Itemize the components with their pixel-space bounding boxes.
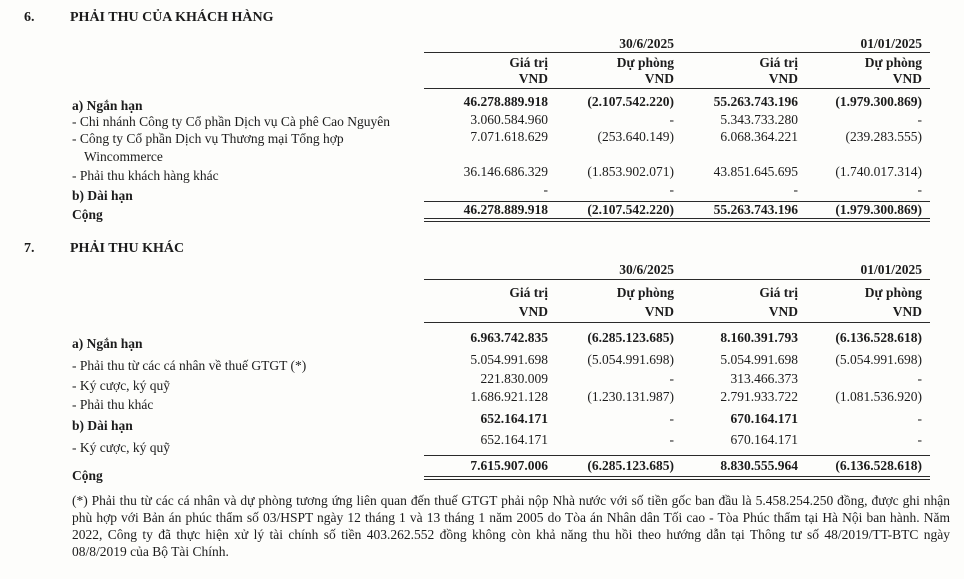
value-cell: 1.686.921.128 [470,389,548,404]
row-label: b) Dài hạn [72,188,133,203]
provision-cell: (6.285.123.685) [587,458,674,473]
row-label: - Công ty Cổ phần Dịch vụ Thương mại Tổng hợp [72,131,344,146]
value-cell: 5.343.733.280 [720,112,798,127]
total-double-rule [424,476,930,480]
row-label: b) Dài hạn [72,418,133,433]
row-label: - Phải thu khách hàng khác [72,168,219,183]
value-cell: 2.791.933.722 [720,389,798,404]
value-cell: 6.068.364.221 [720,129,798,144]
provision-cell: - [917,411,922,426]
row-label: Cộng [72,207,103,222]
provision-cell: (5.054.991.698) [587,352,674,367]
value-cell: - [793,182,798,197]
value-cell: 5.054.991.698 [470,352,548,367]
row-label: - Chi nhánh Công ty Cổ phần Dịch vụ Cà phê Cao Nguyên [72,114,390,129]
value-cell: 652.164.171 [480,411,548,426]
row-label: a) Ngắn hạn [72,98,143,113]
value-cell: 3.060.584.960 [470,112,548,127]
s7-header-provision-2: Dự phòng VND [864,285,922,319]
s7-date-1: 30/6/2025 [619,262,674,277]
provision-cell: - [669,411,674,426]
provision-cell: (1.979.300.869) [835,202,922,217]
value-cell: 670.164.171 [730,411,798,426]
provision-cell: (6.136.528.618) [835,458,922,473]
provision-cell: (1.081.536.920) [835,389,922,404]
value-cell: 43.851.645.695 [713,164,798,179]
section-7-number: 7. [24,241,35,256]
section-6-title: PHẢI THU CỦA KHÁCH HÀNG [70,10,274,25]
provision-cell: - [669,182,674,197]
s6-header-value: Giá trị VND [509,55,548,86]
value-cell: - [543,182,548,197]
provision-cell: - [917,112,922,127]
provision-cell: (1.979.300.869) [835,94,922,109]
provision-cell: (2.107.542.220) [587,94,674,109]
provision-cell: - [669,112,674,127]
provision-cell: (253.640.149) [597,129,674,144]
s7-header-provision: Dự phòng VND [616,285,674,319]
provision-cell: (2.107.542.220) [587,202,674,217]
provision-cell: - [669,371,674,386]
value-cell: 221.830.009 [480,371,548,386]
value-cell: 36.146.686.329 [463,164,548,179]
value-cell: 5.054.991.698 [720,352,798,367]
value-cell: 46.278.889.918 [463,94,548,109]
s7-header-value-2: Giá trị VND [759,285,798,319]
provision-cell: - [917,182,922,197]
header-rule [424,322,930,323]
value-cell: 313.466.373 [730,371,798,386]
value-cell: 7.071.618.629 [470,129,548,144]
provision-cell: (1.853.902.071) [587,164,674,179]
s7-header-value: Giá trị VND [509,285,548,319]
row-label: Cộng [72,468,103,483]
value-cell: 8.160.391.793 [720,330,798,345]
header-rule [424,52,930,53]
provision-cell: - [917,371,922,386]
total-double-rule [424,218,930,222]
provision-cell: (1.230.131.987) [587,389,674,404]
row-label: - Phải thu khác [72,397,154,412]
value-cell: 652.164.171 [480,432,548,447]
footnote: (*) Phải thu từ các cá nhân và dự phòng tương ứng liên quan đến thuế GTGT phải nộp Nhà nước với số tiền gốc ban đầu là 5.458.254.250 đồng, được ghi nhận phù hợp với Bản án phúc thẩm số 03/HSPT ngày 12 tháng 1 và 13 tháng 1 năm 2005 do Tòa án Nhân dân Tối cao - Tòa Phúc thẩm tại Hà Nội ban hành. Năm 2022, Công ty đã thực hiện xử lý tài chính số tiền 403.262.552 đồng không còn khả năng thu hồi theo hướng dẫn tại Thông tư số 48/2019/TT-BTC ngày 08/8/2019 của Bộ Tài Chính. [72,493,950,559]
row-label: - Ký cược, ký quỹ [72,440,171,455]
s6-header-provision-2: Dự phòng VND [864,55,922,86]
section-7-title: PHẢI THU KHÁC [70,241,185,256]
provision-cell: (1.740.017.314) [835,164,922,179]
value-cell: 46.278.889.918 [463,202,548,217]
provision-cell: - [917,432,922,447]
provision-cell: (6.136.528.618) [835,330,922,345]
value-cell: 55.263.743.196 [713,94,798,109]
s7-date-2: 01/01/2025 [860,262,922,277]
value-cell: 6.963.742.835 [470,330,548,345]
provision-cell: (5.054.991.698) [835,352,922,367]
value-cell: 7.615.907.006 [470,458,548,473]
provision-cell: (239.283.555) [845,129,922,144]
row-label: - Phải thu từ các cá nhân về thuế GTGT (*) [72,358,307,373]
value-cell: 8.830.555.964 [720,458,798,473]
header-rule [424,279,930,280]
s6-date-1: 30/6/2025 [619,36,674,51]
value-cell: 670.164.171 [730,432,798,447]
row-label: a) Ngắn hạn [72,336,143,351]
total-rule [424,455,930,456]
provision-cell: - [669,432,674,447]
s6-date-2: 01/01/2025 [860,36,922,51]
header-rule [424,88,930,89]
s6-header-provision: Dự phòng VND [616,55,674,86]
row-label: - Ký cược, ký quỹ [72,378,171,393]
row-label-cont: Wincommerce [84,149,163,164]
section-6-number: 6. [24,10,35,25]
value-cell: 55.263.743.196 [713,202,798,217]
provision-cell: (6.285.123.685) [587,330,674,345]
s6-header-value-2: Giá trị VND [759,55,798,86]
